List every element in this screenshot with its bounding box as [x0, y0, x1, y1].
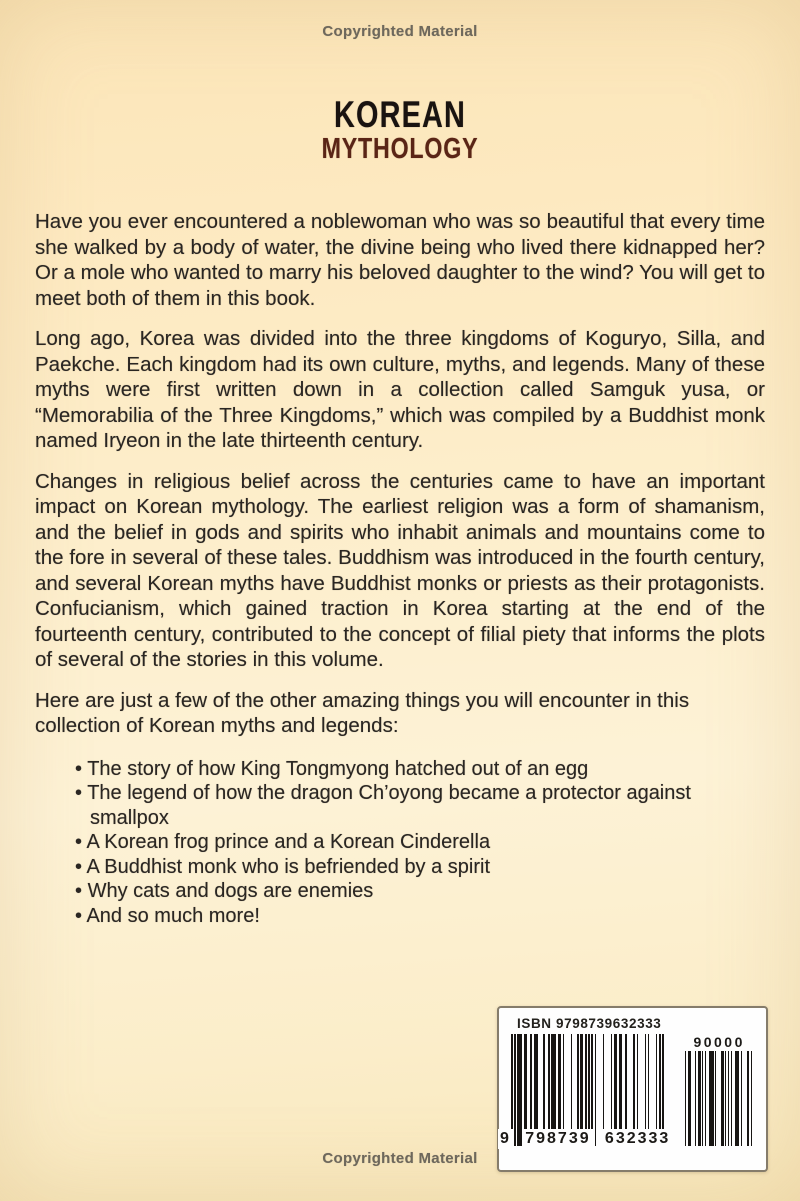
list-item: • A Korean frog prince and a Korean Cinderella: [75, 830, 765, 855]
blurb-paragraph-2: Long ago, Korea was divided into the three kingdoms of Koguryo, Silla, and Paekche. Each kingdom had its own culture, myths, and legends. Many of these myths were first written down in a collection called Samguk yusa, or “Memorabilia of the Three Kingdoms,” which was compiled by a Buddhist monk named Iryeon in the late thirteenth century.: [35, 327, 765, 452]
list-item: • The legend of how the dragon Ch’oyong became a protector against smallpox: [75, 781, 765, 830]
isbn-number-label: ISBN 9798739632333: [517, 1016, 662, 1031]
list-item: • Why cats and dogs are enemies: [75, 879, 765, 904]
barcode-row: [500, 1034, 755, 1147]
barcode-digit-group: 798739: [525, 1130, 591, 1147]
barcode-digit-group: 632333: [604, 1130, 671, 1147]
ean5-addon-bars: [683, 1051, 755, 1146]
blurb-paragraph-3: Changes in religious belief across the centuries came to have an important impact on Korean mythology. The earliest religion was a form of shamanism, and the belief in gods and spirits who inhabit animals and mountains come to the fore in several of these tales. Buddhism was introduced in the fourth century, and several Korean myths have Buddhist monks or priests as their protagonists. Confucianism, which gained traction in Korea starting at the end of the fourteenth century, contributed to the concept of filial piety that informs the plots of several of the stories in this volume.: [35, 469, 765, 671]
copyrighted-material-top: Copyrighted Material: [322, 23, 478, 40]
book-title: [0, 96, 800, 164]
barcode-digit-group: 9: [500, 1130, 511, 1147]
highlights-list: [35, 757, 765, 929]
ean13-barcode: [500, 1034, 671, 1147]
book-title-line2: MYTHOLOGY: [321, 133, 479, 165]
copyrighted-material-bottom: Copyrighted Material: [322, 1150, 478, 1167]
blurb-paragraph-1: Have you ever encountered a noblewoman who was so beautiful that every time she walked by a body of water, the divine being who lived there kidnapped her? Or a mole who wanted to marry his beloved daughter to the wind? You will get to meet both of them in this book.: [35, 210, 765, 310]
list-item: • A Buddhist monk who is befriended by a spirit: [75, 855, 765, 880]
ean13-barcode-digits: [498, 1129, 672, 1149]
ean5-addon-barcode: [683, 1034, 755, 1146]
isbn-barcode-panel: [497, 1006, 768, 1172]
addon-price-code-label: 90000: [693, 1034, 745, 1050]
list-item: • And so much more!: [75, 904, 765, 929]
blurb-paragraph-4: Here are just a few of the other amazing things you will encounter in this collection of Korean myths and legends:: [35, 688, 690, 737]
back-cover-blurb: [35, 209, 765, 928]
list-item: • The story of how King Tongmyong hatched out of an egg: [75, 757, 765, 782]
book-title-line1: KOREAN: [333, 94, 467, 135]
